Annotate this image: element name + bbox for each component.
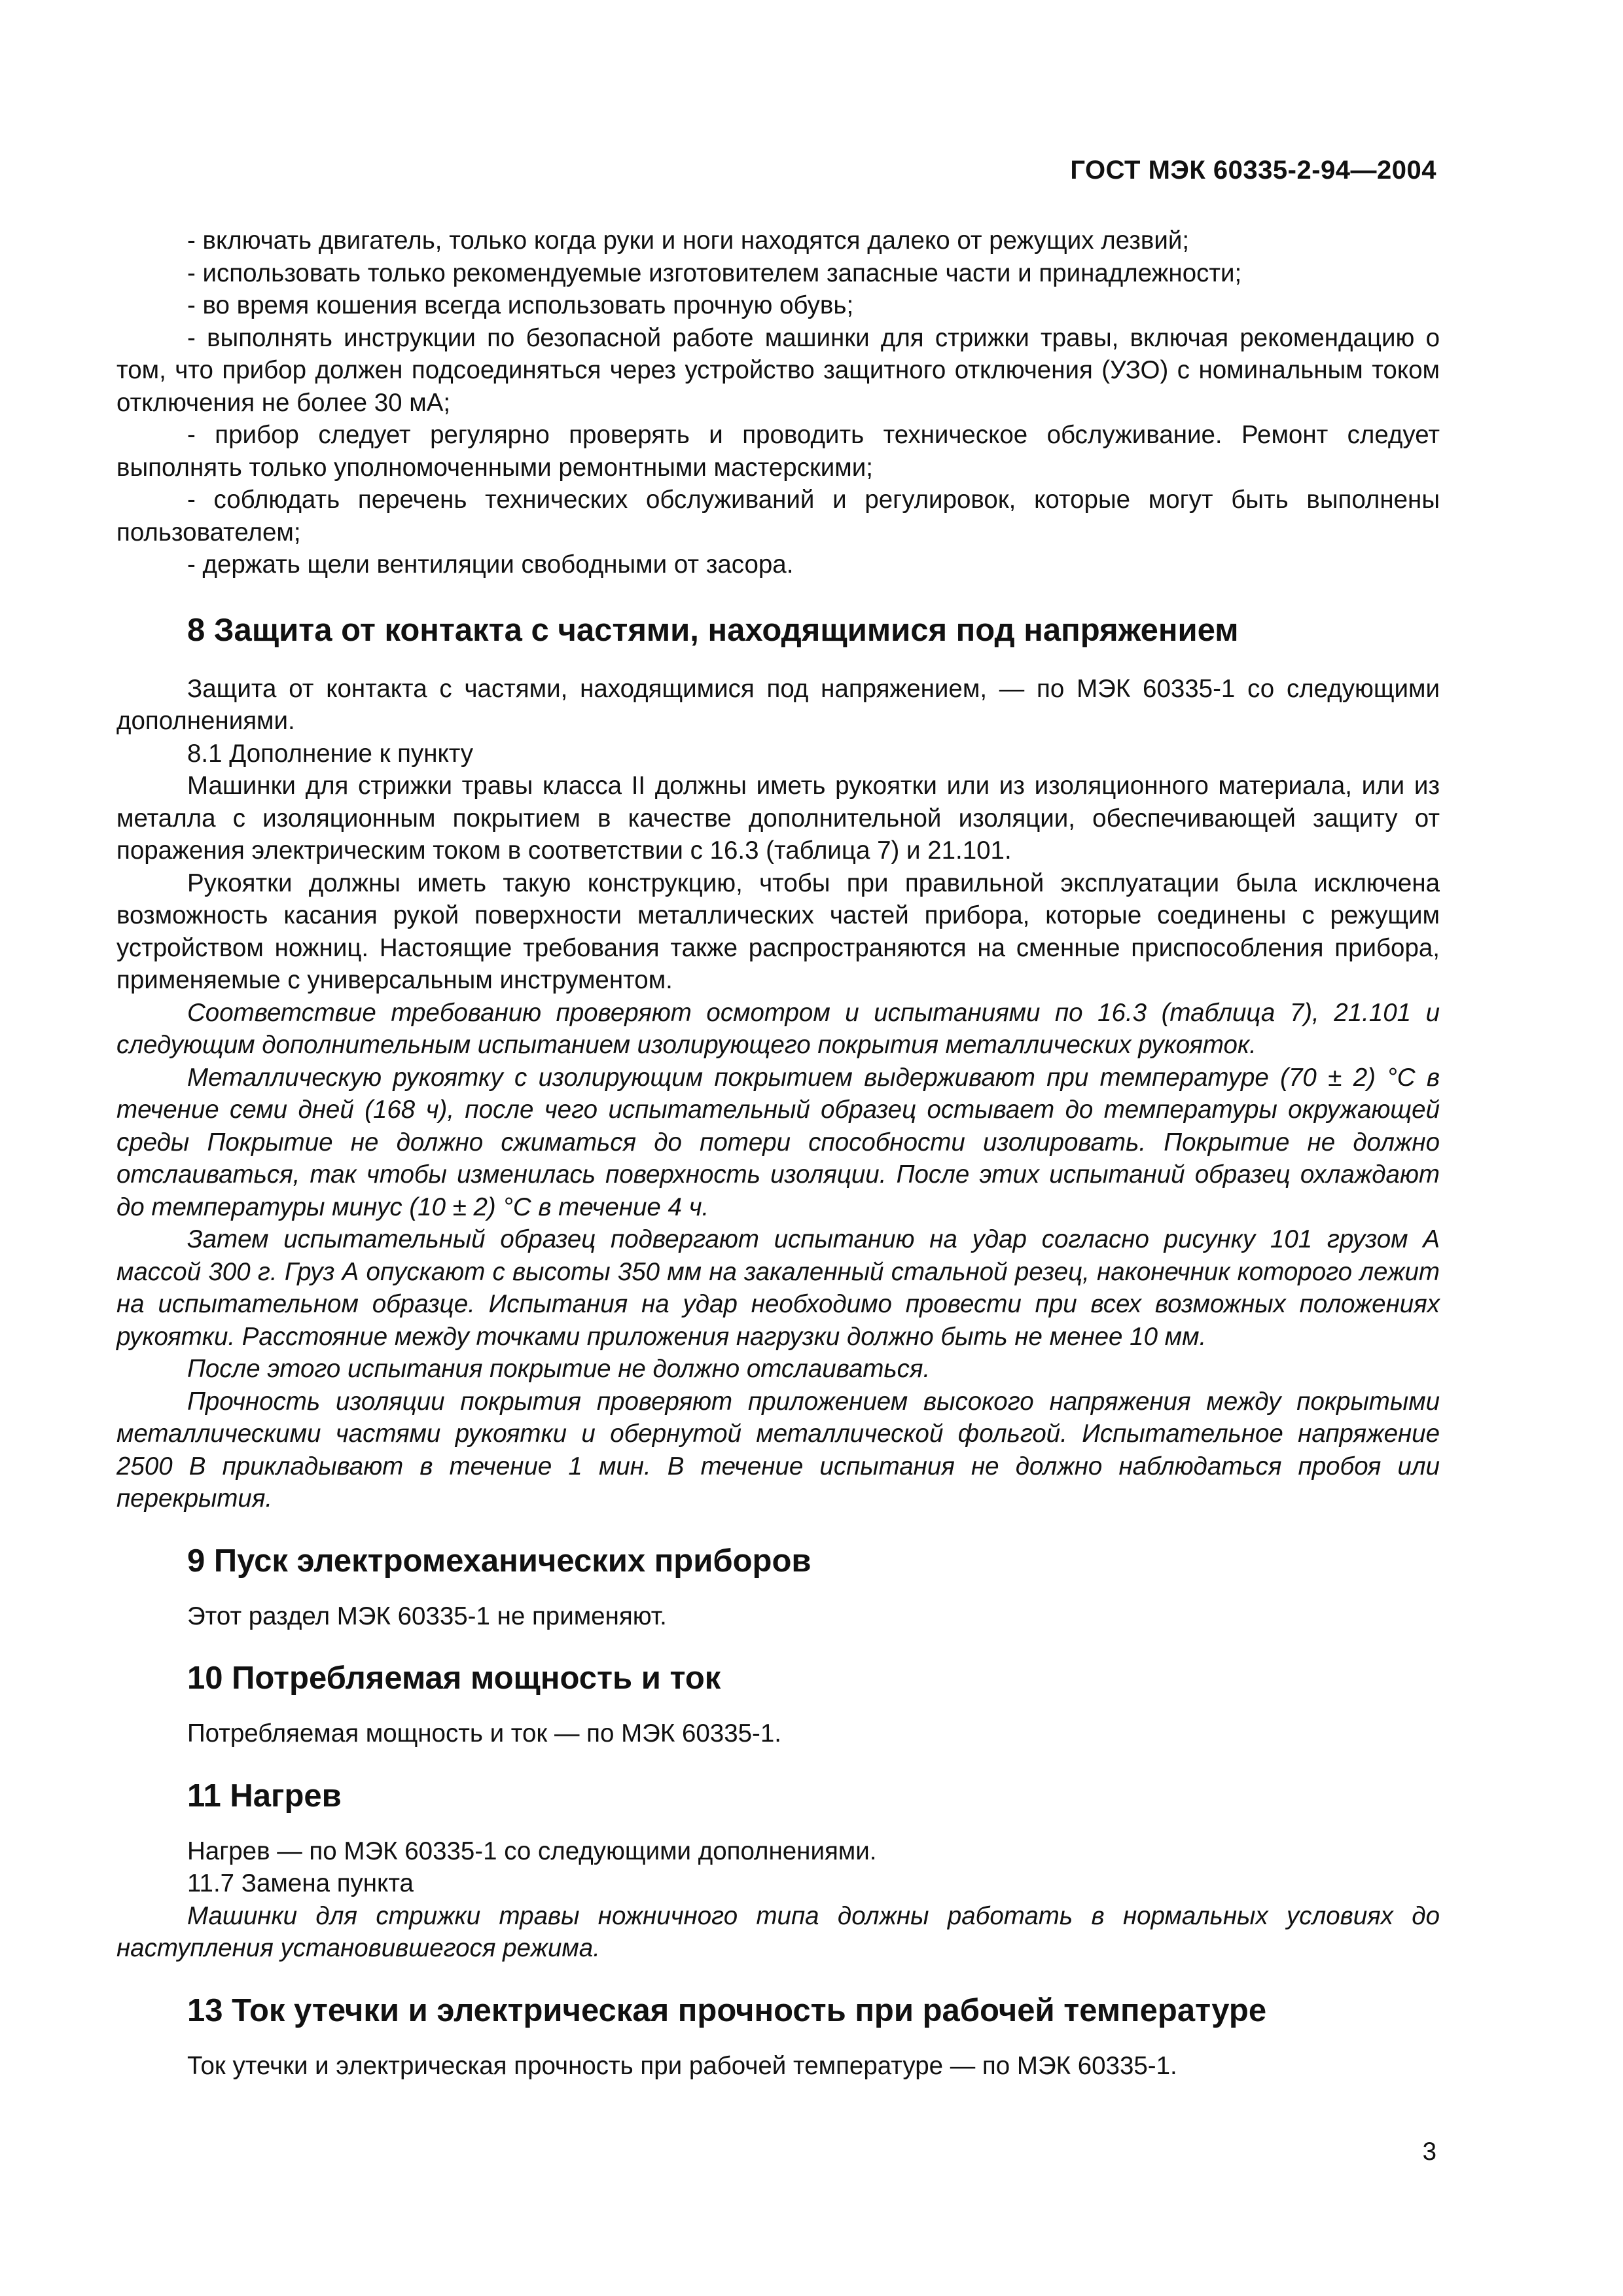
- list-item: - соблюдать перечень технических обслуживаний и регулировок, которые могут быть выполнены пользователем;: [116, 486, 1440, 547]
- paragraph: Рукоятки должны иметь такую конструкцию, чтобы при правильной эксплуатации была исключена возможность касания рукой поверхности металлических частей прибора, которые соединены с режущим устройством ножниц. Настоящие требования также распространяются на сменные приспособления прибора, применяемые с универсальным инструментом.: [116, 869, 1440, 994]
- section-10-heading: 10 Потребляемая мощность и ток: [187, 1660, 721, 1696]
- section-9-heading: 9 Пуск электромеханических приборов: [187, 1543, 812, 1579]
- section-13-heading: 13 Ток утечки и электрическая прочность при рабочей температуре: [187, 1992, 1267, 2028]
- test-paragraph: Металлическую рукоятку с изолирующим покрытием выдерживают при температуре (70 ± 2) °С в течение семи дней (168 ч), после чего испытательный образец остывает до температуры окружающей среды Покрытие не должно сжиматься до потери способности изолировать. Покрытие не должно отслаиваться, так чтобы изменилась поверхность изоляции. После этих испытаний образец охлаждают до температуры минус (10 ± 2) °С в течение 4 ч.: [116, 1063, 1440, 1221]
- section-9-text: Этот раздел МЭК 60335-1 не применяют.: [187, 1602, 667, 1630]
- document-header: ГОСТ МЭК 60335-2-94—2004: [1070, 156, 1436, 185]
- clause-8-1-heading: 8.1 Дополнение к пункту: [187, 739, 474, 768]
- section-8-intro: Защита от контакта с частями, находящимися под напряжением, — по МЭК 60335-1 со следующими дополнениями.: [116, 674, 1440, 735]
- list-item: - использовать только рекомендуемые изготовителем запасные части и принадлежности;: [187, 259, 1242, 287]
- intro-list: [116, 224, 1440, 581]
- page-content: [116, 224, 1440, 2082]
- test-paragraph: Машинки для стрижки травы ножничного типа должны работать в нормальных условиях до наступления установившегося режима.: [116, 1901, 1440, 1962]
- test-paragraph: После этого испытания покрытие не должно отслаиваться.: [187, 1355, 931, 1383]
- list-item: - прибор следует регулярно проверять и проводить техническое обслуживание. Ремонт следует выполнять только уполномоченными ремонтными мастерскими;: [116, 421, 1440, 482]
- list-item: - во время кошения всегда использовать прочную обувь;: [187, 291, 854, 319]
- test-paragraph: Затем испытательный образец подвергают испытанию на удар согласно рисунку 101 грузом А массой 300 г. Груз А опускают с высоты 350 мм на закаленный стальной резец, наконечник которого лежит на испытательном образце. Испытания на удар необходимо провести при всех возможных положениях рукоятки. Расстояние между точками приложения нагрузки должно быть не менее 10 мм.: [116, 1225, 1440, 1351]
- section-8-heading: 8 Защита от контакта с частями, находящимися под напряжением: [187, 612, 1239, 648]
- page-number: 3: [1422, 2138, 1436, 2166]
- paragraph: Машинки для стрижки травы класса II должны иметь рукоятки или из изоляционного материала, или из металла с изоляционным покрытием в качестве дополнительной изоляции, обеспечивающей защиту от поражения электрическим током в соответствии с 16.3 (таблица 7) и 21.101.: [116, 772, 1440, 865]
- list-item: - держать щели вентиляции свободными от засора.: [187, 550, 794, 579]
- test-paragraph: Соответствие требованию проверяют осмотром и испытаниями по 16.3 (таблица 7), 21.101 и следующим дополнительным испытанием изолирующего покрытия металлических рукояток.: [116, 998, 1440, 1059]
- section-13-text: Ток утечки и электрическая прочность при рабочей температуре — по МЭК 60335-1.: [187, 2051, 1177, 2080]
- section-11-heading: 11 Нагрев: [187, 1778, 342, 1814]
- clause-11-7-heading: 11.7 Замена пункта: [187, 1869, 414, 1897]
- section-11-text: Нагрев — по МЭК 60335-1 со следующими дополнениями.: [187, 1837, 877, 1865]
- test-paragraph: Прочность изоляции покрытия проверяют приложением высокого напряжения между покрытыми металлическими частями рукоятки и обернутой металлической фольгой. Испытательное напряжение 2500 В прикладывают в течение 1 мин. В течение испытания не должно наблюдаться пробоя или перекрытия.: [116, 1387, 1440, 1513]
- section-10-text: Потребляемая мощность и ток — по МЭК 60335-1.: [187, 1719, 781, 1748]
- list-item: - включать двигатель, только когда руки и ноги находятся далеко от режущих лезвий;: [187, 226, 1190, 255]
- list-item: - выполнять инструкции по безопасной работе машинки для стрижки травы, включая рекомендацию о том, что прибор должен подсоединяться через устройство защитного отключения (УЗО) с номинальным током отключения не более 30 мА;: [116, 323, 1440, 417]
